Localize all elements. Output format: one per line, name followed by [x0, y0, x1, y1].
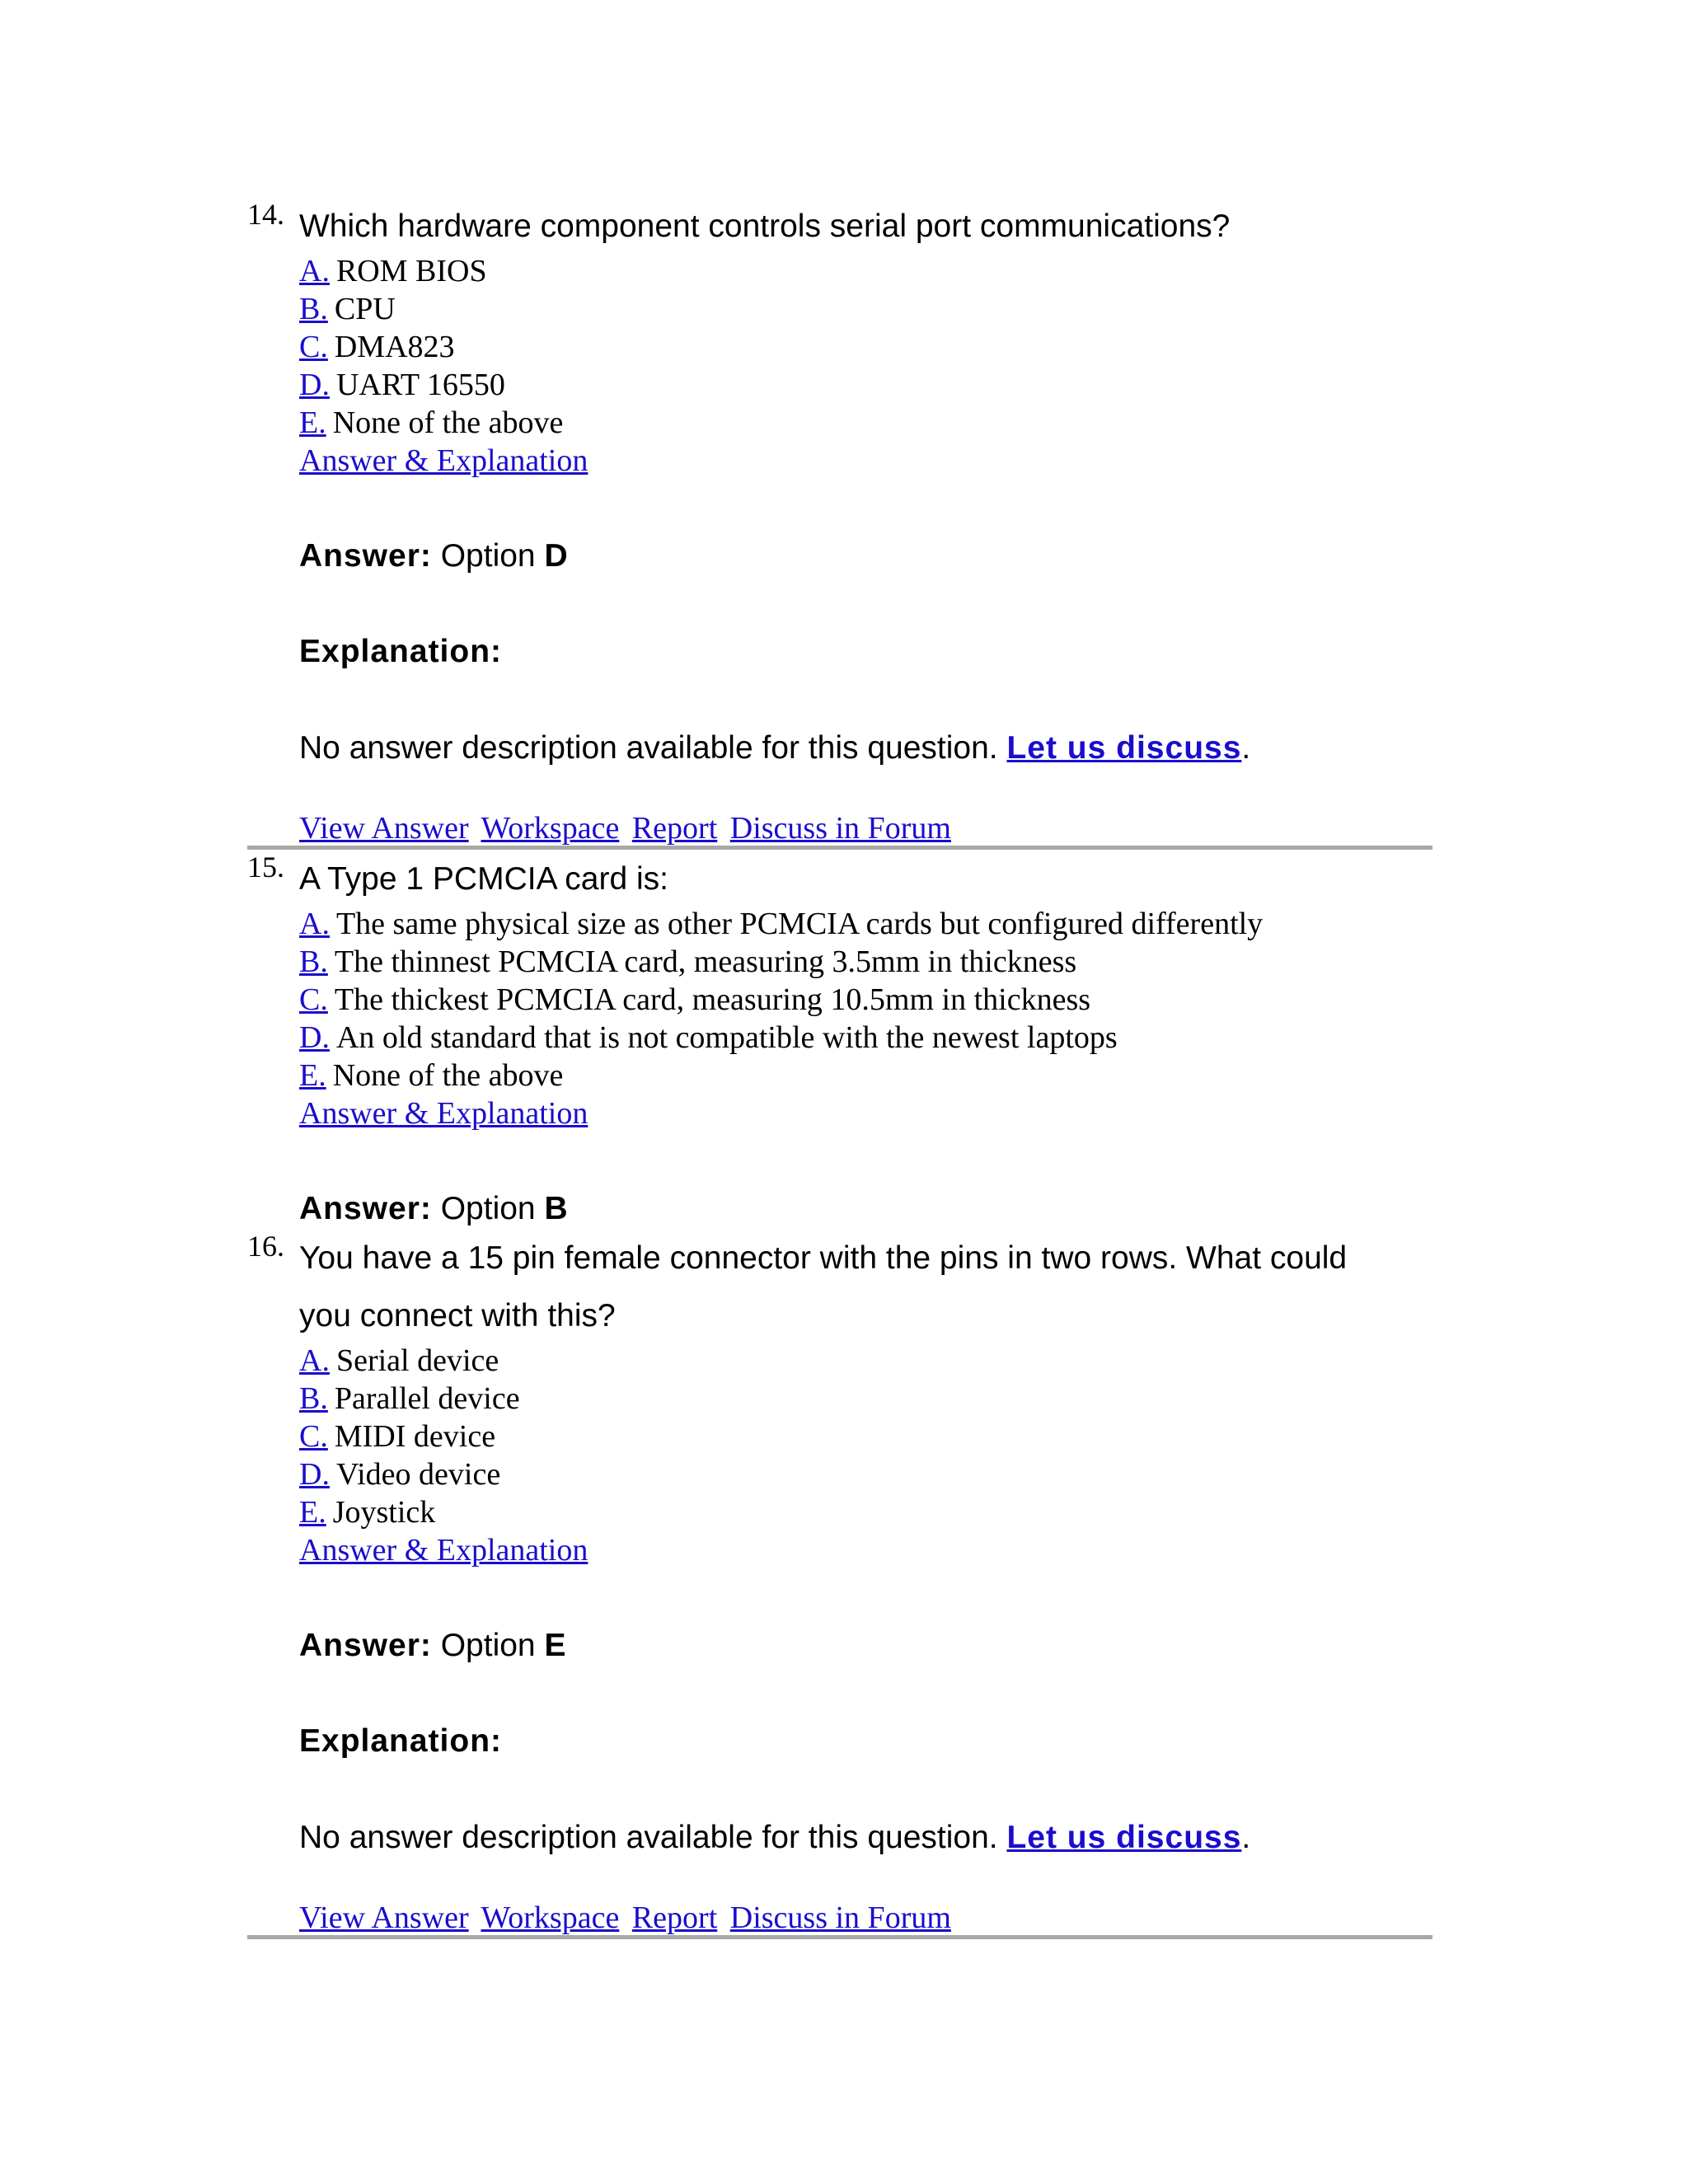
option-d: [299, 1455, 588, 1493]
answer-prefix: Option: [440, 1191, 536, 1226]
option-text: DMA823: [334, 330, 455, 364]
option-b-link[interactable]: B.: [299, 1381, 328, 1416]
option-a-link[interactable]: A.: [299, 907, 330, 941]
option-c-link[interactable]: C.: [299, 982, 328, 1017]
option-c-link[interactable]: C.: [299, 330, 328, 364]
let-us-discuss-link[interactable]: Let us discuss: [1006, 1820, 1242, 1855]
option-text: MIDI device: [334, 1419, 496, 1454]
question-text: Which hardware component controls serial port communications?: [299, 209, 1231, 244]
view-answer-link[interactable]: View Answer: [299, 1900, 469, 1935]
question-number: 16.: [247, 1230, 284, 1263]
answer-option: D: [544, 538, 568, 574]
option-a-link[interactable]: A.: [299, 254, 330, 288]
option-text: UART 16550: [335, 368, 505, 402]
option-c-link[interactable]: C.: [299, 1419, 328, 1454]
answer-prefix: Option: [440, 1628, 536, 1663]
option-text: ROM BIOS: [335, 254, 487, 288]
answer-option: B: [544, 1191, 568, 1226]
option-e: [299, 404, 588, 442]
option-b: [299, 1380, 588, 1418]
option-a: [299, 1342, 588, 1380]
question-number: 15.: [247, 851, 284, 883]
option-c: [299, 981, 1263, 1019]
option-b-link[interactable]: B.: [299, 292, 328, 326]
option-list: [299, 1342, 588, 1569]
option-b: [299, 943, 1263, 981]
option-text: The thinnest PCMCIA card, measuring 3.5mm in thickness: [334, 944, 1077, 979]
option-text: An old standard that is not compatible with the newest laptops: [335, 1020, 1118, 1055]
option-text: Video device: [335, 1457, 501, 1492]
explanation-heading: Explanation:: [299, 634, 503, 669]
option-text: CPU: [334, 292, 396, 326]
let-us-discuss-link[interactable]: Let us discuss: [1006, 730, 1242, 766]
explanation-text: [299, 728, 1250, 769]
workspace-link[interactable]: Workspace: [481, 811, 620, 846]
answer-line: [299, 1188, 568, 1230]
option-c: [299, 1418, 588, 1455]
discuss-in-forum-link[interactable]: Discuss in Forum: [729, 1900, 951, 1935]
explanation-heading: Explanation:: [299, 1723, 503, 1759]
answer-explanation-link[interactable]: Answer & Explanation: [299, 1533, 588, 1568]
option-e-link[interactable]: E.: [299, 1058, 326, 1093]
question-number: 14.: [247, 198, 284, 231]
explanation-period: .: [1241, 730, 1251, 766]
option-d: [299, 1019, 1263, 1057]
explanation-body: No answer description available for this question.: [299, 730, 998, 766]
question-footer-links: [299, 809, 956, 847]
option-list: [299, 905, 1263, 1132]
option-text: Parallel device: [334, 1381, 520, 1416]
question-text-line-2: you connect with this?: [299, 1298, 616, 1333]
option-e: [299, 1057, 1263, 1094]
option-text: The thickest PCMCIA card, measuring 10.5mm in thickness: [334, 982, 1091, 1017]
option-a: [299, 905, 1263, 943]
answer-line: [299, 536, 568, 577]
quiz-page: [247, 0, 1442, 2184]
view-answer-link[interactable]: View Answer: [299, 811, 469, 846]
answer-explanation-link[interactable]: Answer & Explanation: [299, 443, 588, 478]
answer-prefix: Option: [440, 538, 536, 574]
option-list: [299, 252, 588, 480]
option-text: None of the above: [332, 1058, 564, 1093]
answer-line: [299, 1625, 565, 1666]
explanation-period: .: [1241, 1820, 1251, 1855]
workspace-link[interactable]: Workspace: [481, 1900, 620, 1935]
answer-label: Answer:: [299, 1191, 432, 1226]
answer-option: E: [544, 1628, 566, 1663]
report-link[interactable]: Report: [631, 1900, 718, 1935]
option-e: [299, 1493, 588, 1531]
report-link[interactable]: Report: [631, 811, 718, 846]
option-text: Joystick: [332, 1495, 436, 1530]
option-e-link[interactable]: E.: [299, 1495, 326, 1530]
explanation-body: No answer description available for this question.: [299, 1820, 998, 1855]
option-d-link[interactable]: D.: [299, 1020, 330, 1055]
discuss-in-forum-link[interactable]: Discuss in Forum: [729, 811, 951, 846]
question-text-line-1: You have a 15 pin female connector with the pins in two rows. What could: [299, 1240, 1348, 1276]
question-footer-links: [299, 1899, 956, 1937]
option-e-link[interactable]: E.: [299, 405, 326, 440]
option-b-link[interactable]: B.: [299, 944, 328, 979]
option-d-link[interactable]: D.: [299, 368, 330, 402]
question-separator: [247, 1935, 1432, 1939]
option-d: [299, 366, 588, 404]
option-text: The same physical size as other PCMCIA cards but configured differently: [335, 907, 1264, 941]
option-c: [299, 328, 588, 366]
option-a-link[interactable]: A.: [299, 1343, 330, 1378]
option-b: [299, 290, 588, 328]
answer-label: Answer:: [299, 1628, 432, 1663]
option-text: None of the above: [332, 405, 564, 440]
question-text: A Type 1 PCMCIA card is:: [299, 861, 668, 897]
option-d-link[interactable]: D.: [299, 1457, 330, 1492]
answer-label: Answer:: [299, 538, 432, 574]
answer-explanation-link[interactable]: Answer & Explanation: [299, 1096, 588, 1131]
explanation-text: [299, 1817, 1250, 1858]
question-separator: [247, 846, 1432, 850]
option-a: [299, 252, 588, 290]
option-text: Serial device: [335, 1343, 499, 1378]
